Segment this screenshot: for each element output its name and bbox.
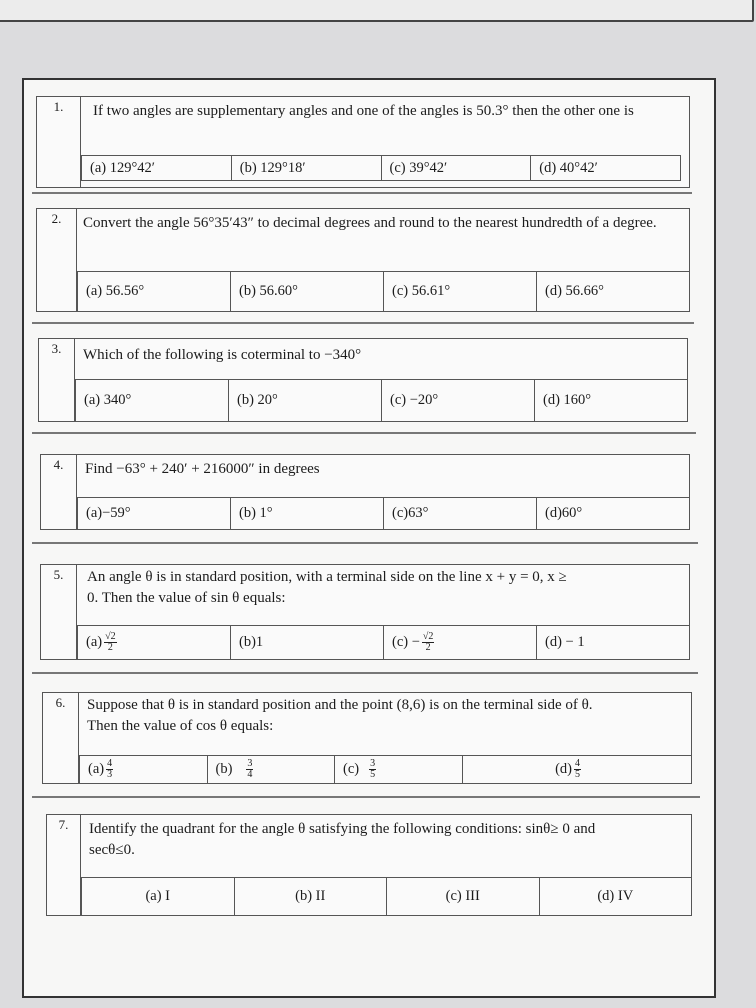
divider [32,672,698,674]
option-label: (b) [215,761,233,777]
denominator: 5 [370,769,376,780]
question-stem: Suppose that θ is in standard position and the point (8,6) is on the terminal side of θ. Then the value of cos θ equals: [87,697,593,734]
option-c[interactable] [383,626,536,659]
question-number: 3. [39,339,75,421]
option-c[interactable]: (c) III [386,878,539,915]
denominator: 5 [575,769,580,780]
option-c[interactable]: (c)63° [383,498,536,529]
question-4 [40,454,690,530]
question-number: 1. [37,97,81,187]
option-label: (a) [86,634,103,650]
question-6 [42,692,692,784]
fraction [574,759,581,780]
numerator: 4 [575,758,580,769]
question-stem: Convert the angle 56°35′43″ to decimal degrees and round to the nearest hundredth of a degree. [83,215,657,231]
option-label: (c) [343,761,360,777]
option-a[interactable]: (a) 56.56° [77,272,230,311]
option-a[interactable] [79,756,207,783]
option-d[interactable] [462,756,692,783]
sqrt2-over-2-fraction [422,632,435,653]
question-stem: If two angles are supplementary angles and one of the angles is 50.3° then the other one is [93,103,634,119]
question-stem: Find −63° + 240′ + 216000″ in degrees [85,461,320,477]
option-d[interactable]: (d) 160° [534,380,687,421]
question-5 [40,564,690,660]
option-label: (a) [88,761,105,777]
option-d[interactable]: (d) IV [539,878,692,915]
option-b[interactable]: (b) 1° [230,498,383,529]
fraction [246,759,253,780]
question-1 [36,96,690,188]
option-d[interactable]: (d) − 1 [536,626,689,659]
question-stem: Which of the following is coterminal to −340° [83,347,362,363]
divider [32,796,700,798]
option-c[interactable]: (c) −20° [381,380,534,421]
option-c[interactable]: (c) 56.61° [383,272,536,311]
question-stem: An angle θ is in standard position, with a terminal side on the line x + y = 0, x ≥ 0. Then the value of sin θ equals: [87,569,567,606]
denominator: 2 [425,642,431,653]
question-number: 7. [47,815,81,915]
option-b[interactable]: (b) II [234,878,387,915]
option-a[interactable]: (a) 129°42′ [90,159,155,176]
numerator: 3 [370,758,376,769]
question-2 [36,208,690,312]
option-d[interactable]: (d)60° [536,498,689,529]
numerator: √2 [422,631,434,642]
option-c[interactable]: (c) 39°42′ [381,156,531,180]
option-label: (c) − [392,634,420,650]
option-d[interactable]: (d) 56.66° [536,272,689,311]
divider [32,432,696,434]
numerator: 3 [247,758,253,769]
numerator: 4 [107,758,113,769]
option-b[interactable] [207,756,335,783]
divider [32,192,692,194]
option-a[interactable] [77,626,230,659]
option-a[interactable]: (a) I [81,878,234,915]
fraction [369,759,376,780]
option-b[interactable]: (b) 129°18′ [231,156,381,180]
option-a[interactable]: (a)−59° [77,498,230,529]
option-c[interactable] [334,756,462,783]
question-7 [46,814,692,916]
question-3 [38,338,688,422]
worksheet-page [22,78,716,998]
question-stem: Identify the quadrant for the angle θ satisfying the following conditions: sinθ≥ 0 and secθ≤0. [89,821,596,858]
question-number: 2. [37,209,77,311]
option-b[interactable]: (b) 56.60° [230,272,383,311]
denominator: 3 [107,769,113,780]
option-d[interactable]: (d) 40°42′ [530,156,680,180]
numerator: √2 [105,631,116,642]
question-number: 6. [43,693,79,783]
divider [32,542,698,544]
question-number: 4. [41,455,77,529]
denominator: 4 [247,769,253,780]
option-label: (d) [555,761,572,777]
top-sheet [0,0,754,22]
option-b[interactable]: (b)1 [230,626,383,659]
divider [32,322,694,324]
denominator: 2 [107,642,113,653]
fraction [106,759,113,780]
sqrt2-over-2-fraction [104,632,117,653]
option-a[interactable]: (a) 340° [75,380,228,421]
option-b[interactable]: (b) 20° [228,380,381,421]
question-number: 5. [41,565,77,659]
